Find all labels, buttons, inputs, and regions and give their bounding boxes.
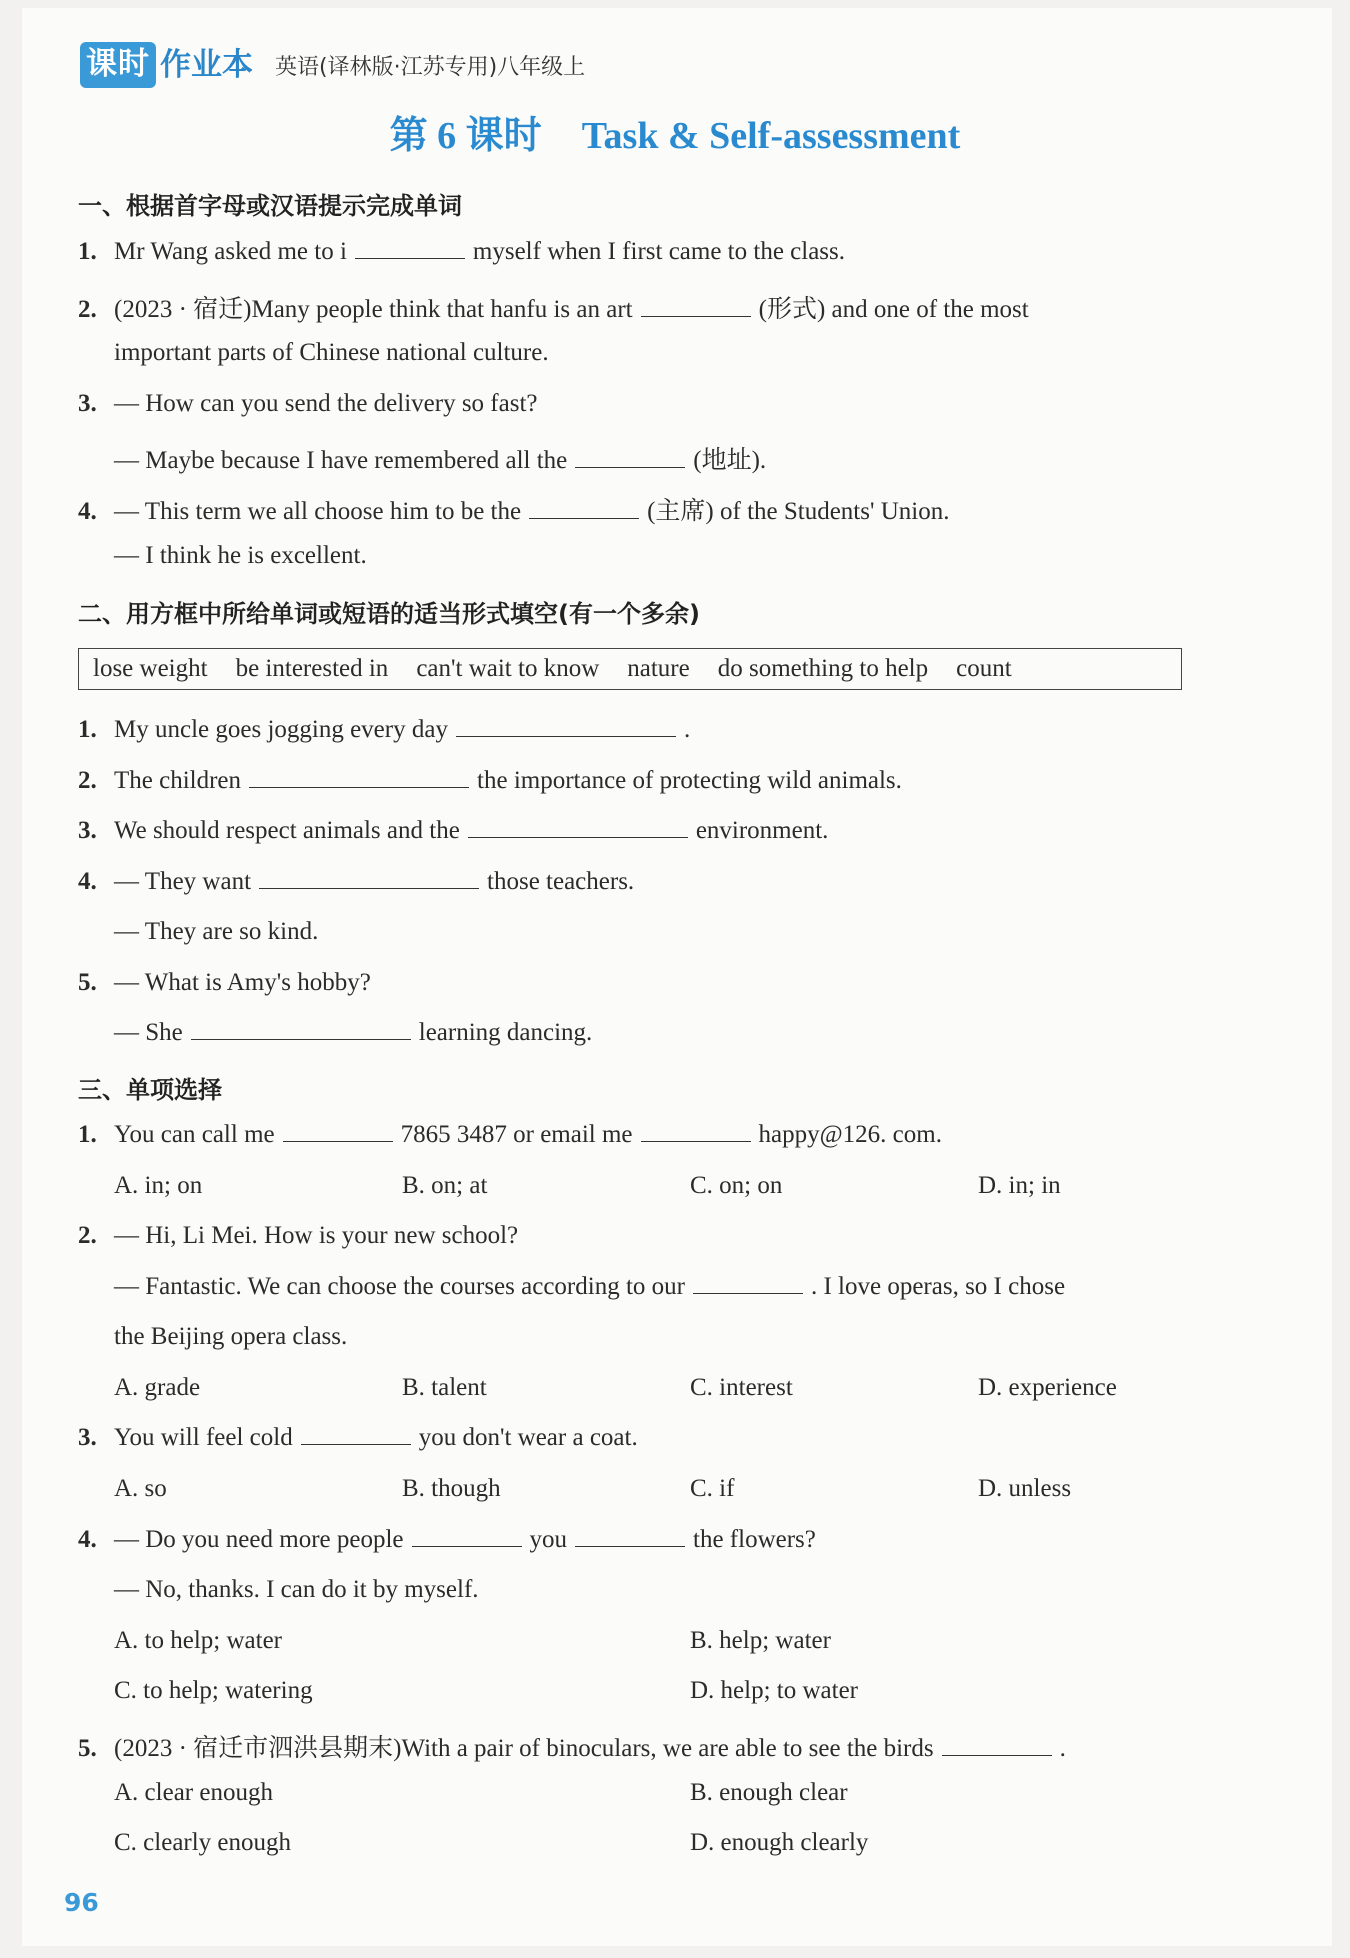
question-number: 1. xyxy=(78,238,97,265)
option-d[interactable]: D. enough clearly xyxy=(690,1829,869,1856)
answer-blank[interactable] xyxy=(575,447,685,468)
question-text: — Do you need more people xyxy=(114,1526,404,1553)
word-option: do something to help xyxy=(717,655,929,682)
option-b[interactable]: B. though xyxy=(402,1475,501,1502)
question-text: 7865 3487 or email me xyxy=(400,1121,633,1148)
s2-q5-reply xyxy=(114,1019,592,1047)
s1-q2-cont: important parts of Chinese national culture. xyxy=(114,339,549,366)
question-number: 4. xyxy=(78,1526,97,1553)
option-d[interactable]: D. help; to water xyxy=(690,1677,859,1704)
s3-q5 xyxy=(78,1728,1066,1764)
question-number: 2. xyxy=(78,1222,97,1249)
question-text: myself when I first came to the class. xyxy=(472,238,846,265)
option-c[interactable]: C. if xyxy=(690,1475,735,1502)
page-number: 96 xyxy=(64,1888,99,1917)
option-a[interactable]: A. so xyxy=(114,1475,167,1502)
question-text: learning dancing. xyxy=(418,1019,593,1046)
option-a[interactable]: A. to help; water xyxy=(114,1627,283,1654)
answer-blank[interactable] xyxy=(259,868,479,889)
option-b[interactable]: B. on; at xyxy=(402,1172,488,1199)
question-text: (主席) of the Students' Union. xyxy=(647,498,950,525)
word-option: can't wait to know xyxy=(416,655,600,682)
word-option: nature xyxy=(627,655,690,682)
question-text: My uncle goes jogging every day xyxy=(114,716,448,743)
option-a[interactable]: A. clear enough xyxy=(114,1779,273,1806)
option-b[interactable]: B. help; water xyxy=(690,1627,831,1654)
s2-q4 xyxy=(78,868,634,896)
question-text: (地址). xyxy=(693,447,767,474)
question-text: (2023 · 宿迁)Many people think that hanfu is an art xyxy=(114,296,633,323)
s2-q2 xyxy=(78,767,902,795)
subject-label: 英语(译林版·江苏专用)八年级上 xyxy=(275,54,586,80)
option-c[interactable]: C. on; on xyxy=(690,1172,783,1199)
logo-box: 课时 xyxy=(80,42,156,88)
question-text: — Fantastic. We can choose the courses according to our xyxy=(114,1273,685,1300)
option-c[interactable]: C. interest xyxy=(690,1374,793,1401)
question-number: 3. xyxy=(78,390,97,417)
question-text: — She xyxy=(114,1019,183,1046)
question-number: 2. xyxy=(78,296,97,323)
question-text: . xyxy=(683,716,691,743)
option-a[interactable]: A. in; on xyxy=(114,1172,203,1199)
s3-q2-reply xyxy=(114,1273,1065,1301)
question-number: 1. xyxy=(78,716,97,743)
answer-blank[interactable] xyxy=(641,1121,751,1142)
question-number: 3. xyxy=(78,817,97,844)
word-option: be interested in xyxy=(235,655,389,682)
answer-blank[interactable] xyxy=(575,1526,685,1547)
s3-q2 xyxy=(78,1222,518,1250)
question-text: — They want xyxy=(114,868,252,895)
s2-q4-reply: — They are so kind. xyxy=(114,918,319,945)
question-number: 5. xyxy=(78,969,97,996)
question-number: 2. xyxy=(78,767,97,794)
lesson-title-en: Task & Self-assessment xyxy=(581,115,961,157)
question-text: . I love operas, so I chose xyxy=(810,1273,1066,1300)
question-number: 5. xyxy=(78,1735,97,1762)
s1-q1 xyxy=(78,238,845,266)
question-text: happy@126. com. xyxy=(758,1121,942,1148)
answer-blank[interactable] xyxy=(456,716,676,737)
section-2-title: 二、用方框中所给单词或短语的适当形式填空(有一个多余) xyxy=(78,600,700,628)
s3-q3 xyxy=(78,1424,638,1452)
s2-q3 xyxy=(78,817,828,845)
word-box xyxy=(78,648,1182,690)
header xyxy=(80,40,585,90)
option-c[interactable]: C. to help; watering xyxy=(114,1677,313,1704)
question-text: — What is Amy's hobby? xyxy=(114,969,371,996)
word-option: lose weight xyxy=(93,655,208,682)
answer-blank[interactable] xyxy=(529,498,639,519)
answer-blank[interactable] xyxy=(301,1424,411,1445)
question-text: The children xyxy=(114,767,242,794)
answer-blank[interactable] xyxy=(693,1273,803,1294)
option-a[interactable]: A. grade xyxy=(114,1374,201,1401)
question-text: . xyxy=(1059,1735,1066,1762)
question-text: (形式) and one of the most xyxy=(758,296,1029,323)
question-text: (2023 · 宿迁市泗洪县期末)With a pair of binoculars, we are able to see the birds xyxy=(114,1735,934,1762)
s3-q4 xyxy=(78,1526,816,1554)
answer-blank[interactable] xyxy=(355,238,465,259)
question-text: the importance of protecting wild animals. xyxy=(477,767,902,794)
question-text: you don't wear a coat. xyxy=(418,1424,638,1451)
option-b[interactable]: B. enough clear xyxy=(690,1779,848,1806)
option-d[interactable]: D. unless xyxy=(978,1475,1072,1502)
question-text: — How can you send the delivery so fast? xyxy=(114,390,538,417)
question-number: 3. xyxy=(78,1424,97,1451)
question-text: environment. xyxy=(695,817,829,844)
option-d[interactable]: D. experience xyxy=(978,1374,1117,1401)
section-3-title: 三、单项选择 xyxy=(78,1076,222,1104)
word-option: count xyxy=(956,655,1012,682)
question-number: 1. xyxy=(78,1121,97,1148)
s1-q4-reply: — I think he is excellent. xyxy=(114,542,367,569)
question-text: Mr Wang asked me to i xyxy=(114,238,347,265)
question-text: the flowers? xyxy=(693,1526,816,1553)
lesson-title-cn: 第 6 课时 xyxy=(389,115,542,157)
question-text: — Hi, Li Mei. How is your new school? xyxy=(114,1222,519,1249)
s3-q1 xyxy=(78,1121,942,1149)
question-text: those teachers. xyxy=(487,868,635,895)
answer-blank[interactable] xyxy=(468,817,688,838)
s1-q4 xyxy=(78,491,950,527)
s2-q1 xyxy=(78,716,690,744)
lesson-title xyxy=(0,104,1350,159)
option-d[interactable]: D. in; in xyxy=(978,1172,1061,1199)
question-text: You can call me xyxy=(114,1121,275,1148)
question-number: 4. xyxy=(78,498,97,525)
s1-q3 xyxy=(78,390,538,418)
answer-blank[interactable] xyxy=(191,1019,411,1040)
answer-blank[interactable] xyxy=(412,1526,522,1547)
question-text: You will feel cold xyxy=(114,1424,293,1451)
answer-blank[interactable] xyxy=(641,296,751,317)
answer-blank[interactable] xyxy=(249,767,469,788)
s2-q5 xyxy=(78,969,371,997)
answer-blank[interactable] xyxy=(942,1735,1052,1756)
question-text: — This term we all choose him to be the xyxy=(114,498,522,525)
question-text: you xyxy=(529,1526,568,1553)
s3-q2-cont: the Beijing opera class. xyxy=(114,1323,348,1350)
s3-q4-reply: — No, thanks. I can do it by myself. xyxy=(114,1576,479,1603)
s1-q3-reply xyxy=(114,440,766,476)
option-b[interactable]: B. talent xyxy=(402,1374,487,1401)
question-text: We should respect animals and the xyxy=(114,817,460,844)
question-number: 4. xyxy=(78,868,97,895)
question-text: — Maybe because I have remembered all the xyxy=(114,447,568,474)
answer-blank[interactable] xyxy=(283,1121,393,1142)
s1-q2 xyxy=(78,289,1029,325)
section-1-title: 一、根据首字母或汉语提示完成单词 xyxy=(78,192,462,220)
logo-text: 作业本 xyxy=(160,47,253,83)
option-c[interactable]: C. clearly enough xyxy=(114,1829,292,1856)
